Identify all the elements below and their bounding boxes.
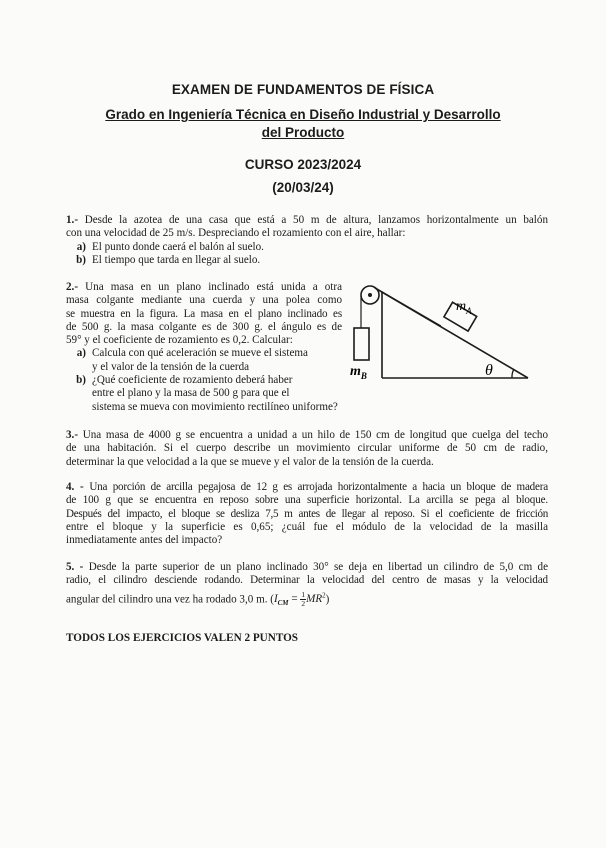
label-ma: $m_A$ [456, 299, 472, 316]
label-theta: θ [485, 362, 493, 379]
formula-sub: CM [277, 599, 289, 608]
problem-3-line-2: de una habitación. Si el cuerpo describe un movimiento circular uniforme de 50 cm de radio, [66, 442, 548, 455]
pulley-incline-figure [340, 276, 540, 386]
item-b-text-1: ¿Qué coeficiente de rozamiento deberá haber [92, 374, 293, 387]
problem-5-line-3-close: ) [325, 593, 330, 606]
item-b-text: El tiempo que tarda en llegar al suelo. [92, 253, 261, 266]
problem-5-text-1: Desde la parte superior de un plano inclinado 30° se deja en libertad un cilindro de 5,0 cm de [88, 561, 549, 573]
problem-2-item-b-cont-2: sistema se mueva con movimiento rectilíneo uniforme? [92, 400, 338, 413]
problem-2-item-b [66, 374, 342, 387]
item-a-label: a) [76, 347, 86, 360]
degree-title [0, 106, 606, 142]
problem-4-line-1 [66, 481, 548, 494]
item-a-label: a) [76, 240, 86, 253]
item-a-text: El punto donde caerá el balón al suelo. [92, 240, 264, 253]
problem-5-line-3 [66, 590, 548, 611]
problem-2-line-2: masa colgante mediante una cuerda y una polea como [66, 294, 342, 307]
problem-4-line-3: Después del impacto, el bloque se desliza 7,5 m antes de llegar al reposo. Si el coeficiente de fricción [66, 507, 548, 520]
fraction-num: 1 [301, 590, 306, 600]
block-b [354, 328, 369, 360]
problem-3-number: 3.- [66, 429, 79, 441]
problem-1 [66, 214, 548, 267]
angle-arc [512, 369, 514, 378]
exam-title: EXAMEN DE FUNDAMENTOS DE FÍSICA [171, 82, 435, 97]
formula-mr: MR [306, 593, 323, 606]
formula-eq: = [288, 593, 301, 606]
problem-2 [66, 281, 342, 414]
problem-2-item-a-cont: y el valor de la tensión de la cuerda [92, 360, 250, 373]
item-b-label: b) [76, 374, 86, 387]
problem-5-line-2: radio, el cilindro desciende rodando. Determinar la velocidad del centro de masas y la velocidad [66, 574, 548, 587]
problem-3-line-1 [66, 429, 548, 442]
inertia-formula [273, 590, 326, 609]
pulley-axle [368, 293, 372, 297]
label-mb: $m_B$ [350, 364, 367, 381]
problem-2-item-a [66, 347, 342, 360]
problem-2-line-5: 59° y el coeficiente de rozamiento es 0,2. Calcular: [66, 334, 293, 347]
problem-1-item-b [66, 254, 548, 267]
problem-4-number: 4. - [66, 481, 84, 493]
problem-2-line-3: se muestra en la figura. La masa en el plano inclinado es [66, 307, 342, 320]
formula-i: I [273, 593, 278, 606]
problem-5-number: 5. - [66, 561, 84, 573]
problem-4-line-5: inmediatamente antes del impacto? [66, 534, 223, 547]
item-a-text-1: Calcula con qué aceleración se mueve el sistema [92, 347, 308, 360]
problem-3-line-3: determinar la que velocidad a la que se mueve y el valor de la tensión de la cuerda. [66, 455, 434, 468]
problem-3 [66, 429, 548, 469]
problem-5-line-1 [66, 561, 548, 574]
formula-sup: 2 [322, 591, 326, 600]
problem-5-line-3-text: angular del cilindro una vez ha rodado 3,0 m. ( [66, 593, 274, 606]
degree-line-1: Grado en Ingeniería Técnica en Diseño Industrial y Desarrollo [105, 107, 501, 122]
problem-4 [66, 481, 548, 547]
scoring-note: TODOS LOS EJERCICIOS VALEN 2 PUNTOS [66, 632, 299, 644]
problem-1-number: 1.- [66, 214, 79, 226]
problem-2-number: 2.- [66, 281, 79, 293]
problem-5 [66, 561, 548, 611]
problem-1-item-a [66, 241, 548, 254]
problem-1-text-1: Desde la azotea de una casa que está a 50 m de altura, lanzamos horizontalmente un balón [84, 214, 548, 226]
problem-4-text-1: Una porción de arcilla pegajosa de 12 g es arrojada horizontalmente a hacia un bloque de madera [89, 481, 548, 493]
problem-1-line-2: con una velocidad de 25 m/s. Despreciando el rozamiento con el aire, hallar: [66, 227, 406, 240]
problem-2-line-4: de 500 g. la masa colgante es de 300 g. el ángulo es de [66, 320, 342, 333]
problem-3-text-1: Una masa de 4000 g se encuentra a unidad a un hilo de 150 cm de longitud que cuelga del techo [82, 429, 548, 441]
item-b-label: b) [76, 253, 86, 266]
exam-date: (20/03/24) [272, 180, 334, 195]
problem-4-line-2: de 100 g que se encuentra en reposo sobre una superficie horizontal. La arcilla se pega al bloque. [66, 494, 548, 507]
degree-line-2: del Producto [261, 125, 345, 140]
problem-2-item-b-cont-1: entre el plano y la masa de 500 g para que el [92, 387, 290, 400]
problem-1-line-1 [66, 214, 548, 227]
problem-4-line-4: entre el bloque y la superficie es 0,65; ¿cuál fue el módulo de la velocidad de la masilla [66, 520, 548, 533]
fraction-den: 2 [301, 599, 306, 609]
problem-2-line-1 [66, 281, 342, 294]
problem-2-text-1: Una masa en un plano inclinado está unida a otra [85, 281, 343, 293]
course-year: CURSO 2023/2024 [244, 157, 362, 172]
